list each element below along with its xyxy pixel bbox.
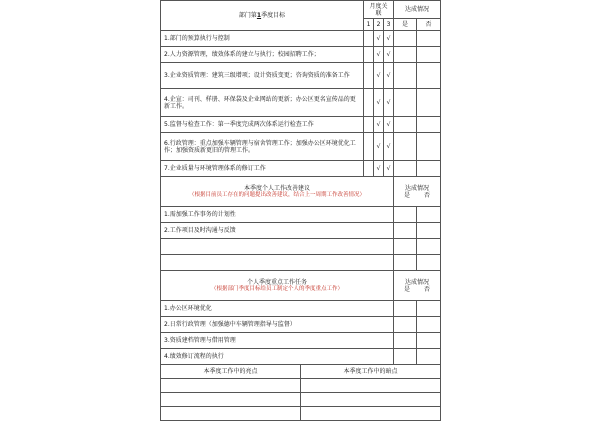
status-no-cell[interactable] bbox=[417, 117, 441, 133]
key-task-row bbox=[161, 317, 441, 333]
month-3-check[interactable]: √ bbox=[384, 161, 394, 177]
status-yes-cell[interactable] bbox=[394, 317, 417, 333]
goal-text: 6.行政管理：重点加强车辆管理与宿舍管理工作；加强办公区环境优化工作；加强资质新更旧的管理工作。 bbox=[161, 133, 364, 161]
month-1-check[interactable] bbox=[364, 133, 374, 161]
improvement-row bbox=[161, 239, 441, 255]
goal-text: 2.人力资源管理，绩效体系的建立与执行；校园招聘工作； bbox=[161, 47, 364, 63]
form-title: 部门第1季度目标 bbox=[161, 1, 364, 31]
improvement-item[interactable]: 1.需加强工作事务的计划性 bbox=[161, 207, 394, 223]
status-yes-cell[interactable] bbox=[394, 89, 417, 117]
month-1-check[interactable] bbox=[364, 117, 374, 133]
status-yes-cell[interactable] bbox=[394, 255, 417, 271]
improvement-header bbox=[161, 177, 394, 207]
month-2-check[interactable]: √ bbox=[374, 31, 384, 47]
status-no-cell[interactable] bbox=[417, 47, 441, 63]
improvement-title: 本季度个人工作改善建议 bbox=[244, 184, 311, 192]
status-no-cell[interactable] bbox=[417, 89, 441, 117]
month-2-check[interactable]: √ bbox=[374, 89, 384, 117]
month-2-check[interactable]: √ bbox=[374, 47, 384, 63]
goal-text: 5.监督与检查工作：第一季度完成两次体系运行检查工作 bbox=[161, 117, 364, 133]
status-yes-cell[interactable] bbox=[394, 223, 417, 239]
status-yes-cell[interactable] bbox=[394, 207, 417, 223]
month-2-check[interactable]: √ bbox=[374, 63, 384, 89]
goal-text: 7.企业质量与环境管理体系的修订工作 bbox=[161, 161, 364, 177]
improvement-row bbox=[161, 255, 441, 271]
month-2-check[interactable]: √ bbox=[374, 133, 384, 161]
status-yes-cell[interactable] bbox=[394, 31, 417, 47]
status-no-cell[interactable] bbox=[417, 63, 441, 89]
month-3-check[interactable]: √ bbox=[384, 117, 394, 133]
improvement-status-header: 达成情况 是 否 bbox=[394, 177, 441, 207]
key-tasks-header bbox=[161, 271, 394, 301]
month-1-check[interactable] bbox=[364, 47, 374, 63]
month-3-check[interactable]: √ bbox=[384, 47, 394, 63]
month-3-check[interactable]: √ bbox=[384, 89, 394, 117]
improvement-item[interactable] bbox=[161, 239, 394, 255]
goal-row bbox=[161, 47, 441, 63]
goal-text: 1.部门的预算执行与控制 bbox=[161, 31, 364, 47]
improvement-header-row bbox=[161, 177, 441, 207]
status-header: 达成情况 bbox=[394, 1, 441, 19]
key-task-row bbox=[161, 349, 441, 365]
highlights-cell[interactable] bbox=[161, 407, 301, 421]
month-1-header: 1 bbox=[364, 19, 374, 31]
status-yes-cell[interactable] bbox=[394, 301, 417, 317]
status-no-cell[interactable] bbox=[417, 31, 441, 47]
status-yes-cell[interactable] bbox=[394, 239, 417, 255]
key-task-row bbox=[161, 333, 441, 349]
key-task-item[interactable]: 4.绩效修订流程的执行 bbox=[161, 349, 394, 365]
status-no-cell[interactable] bbox=[417, 333, 441, 349]
status-no-cell[interactable] bbox=[417, 349, 441, 365]
status-no-cell[interactable] bbox=[417, 133, 441, 161]
status-yes-cell[interactable] bbox=[394, 133, 417, 161]
month-3-check[interactable]: √ bbox=[384, 31, 394, 47]
status-no-header: 否 bbox=[417, 19, 441, 31]
goal-row bbox=[161, 31, 441, 47]
improvement-item[interactable] bbox=[161, 255, 394, 271]
key-task-item[interactable]: 3.资质建档管理与借用管理 bbox=[161, 333, 394, 349]
weaknesses-cell[interactable] bbox=[301, 407, 441, 421]
status-no-cell[interactable] bbox=[417, 207, 441, 223]
status-no-cell[interactable] bbox=[417, 239, 441, 255]
improvement-note: （根据目前员工存在的问题提出改善建议，结合上一周期工作改善情况） bbox=[189, 191, 366, 198]
improvement-row bbox=[161, 207, 441, 223]
review-table bbox=[160, 364, 441, 421]
weaknesses-header: 本季度工作中的暗点 bbox=[301, 365, 441, 379]
status-yes-cell[interactable] bbox=[394, 161, 417, 177]
goal-row bbox=[161, 117, 441, 133]
status-no-cell[interactable] bbox=[417, 161, 441, 177]
key-tasks-note: （根据部门季度目标给员工制定个人的季度重点工作） bbox=[211, 285, 344, 292]
status-yes-cell[interactable] bbox=[394, 47, 417, 63]
goal-table bbox=[160, 0, 441, 365]
month-1-check[interactable] bbox=[364, 31, 374, 47]
status-no-cell[interactable] bbox=[417, 255, 441, 271]
status-yes-cell[interactable] bbox=[394, 333, 417, 349]
goal-row bbox=[161, 161, 441, 177]
month-3-check[interactable]: √ bbox=[384, 63, 394, 89]
improvement-row bbox=[161, 223, 441, 239]
goal-row bbox=[161, 89, 441, 117]
month-1-check[interactable] bbox=[364, 63, 374, 89]
month-2-check[interactable]: √ bbox=[374, 117, 384, 133]
month-2-header: 2 bbox=[374, 19, 384, 31]
status-no-cell[interactable] bbox=[417, 223, 441, 239]
highlights-header: 本季度工作中的亮点 bbox=[161, 365, 301, 379]
status-yes-cell[interactable] bbox=[394, 117, 417, 133]
key-tasks-header-row bbox=[161, 271, 441, 301]
month-3-header: 3 bbox=[384, 19, 394, 31]
key-tasks-title: 个人季度重点工作任务 bbox=[247, 278, 308, 286]
month-group-header: 月度关联 bbox=[364, 1, 394, 19]
key-task-item[interactable]: 2.日常行政管理（加强德中车辆管理指导与监督） bbox=[161, 317, 394, 333]
month-1-check[interactable] bbox=[364, 89, 374, 117]
key-task-item[interactable]: 1.办公区环境优化 bbox=[161, 301, 394, 317]
status-no-cell[interactable] bbox=[417, 301, 441, 317]
weaknesses-cell[interactable] bbox=[301, 379, 441, 393]
goal-row bbox=[161, 63, 441, 89]
month-2-check[interactable]: √ bbox=[374, 161, 384, 177]
improvement-item[interactable]: 2.工作项目及时沟通与反馈 bbox=[161, 223, 394, 239]
key-tasks-status-header: 达成情况 是 否 bbox=[394, 271, 441, 301]
month-3-check[interactable]: √ bbox=[384, 133, 394, 161]
quarterly-goal-form bbox=[160, 0, 440, 400]
key-task-row bbox=[161, 301, 441, 317]
status-yes-header: 是 bbox=[394, 19, 417, 31]
goal-text: 3.企业资质管理：建筑三级增项；设计资质变更；咨询资质的准备工作 bbox=[161, 63, 364, 89]
status-no-cell[interactable] bbox=[417, 317, 441, 333]
highlights-cell[interactable] bbox=[161, 379, 301, 393]
goal-text: 4.企宣：司刊、样册、环保袋及企业网站的更新；办公区更名宣传品的更新工作。 bbox=[161, 89, 364, 117]
month-1-check[interactable] bbox=[364, 161, 374, 177]
goal-row bbox=[161, 133, 441, 161]
status-yes-cell[interactable] bbox=[394, 63, 417, 89]
status-yes-cell[interactable] bbox=[394, 349, 417, 365]
